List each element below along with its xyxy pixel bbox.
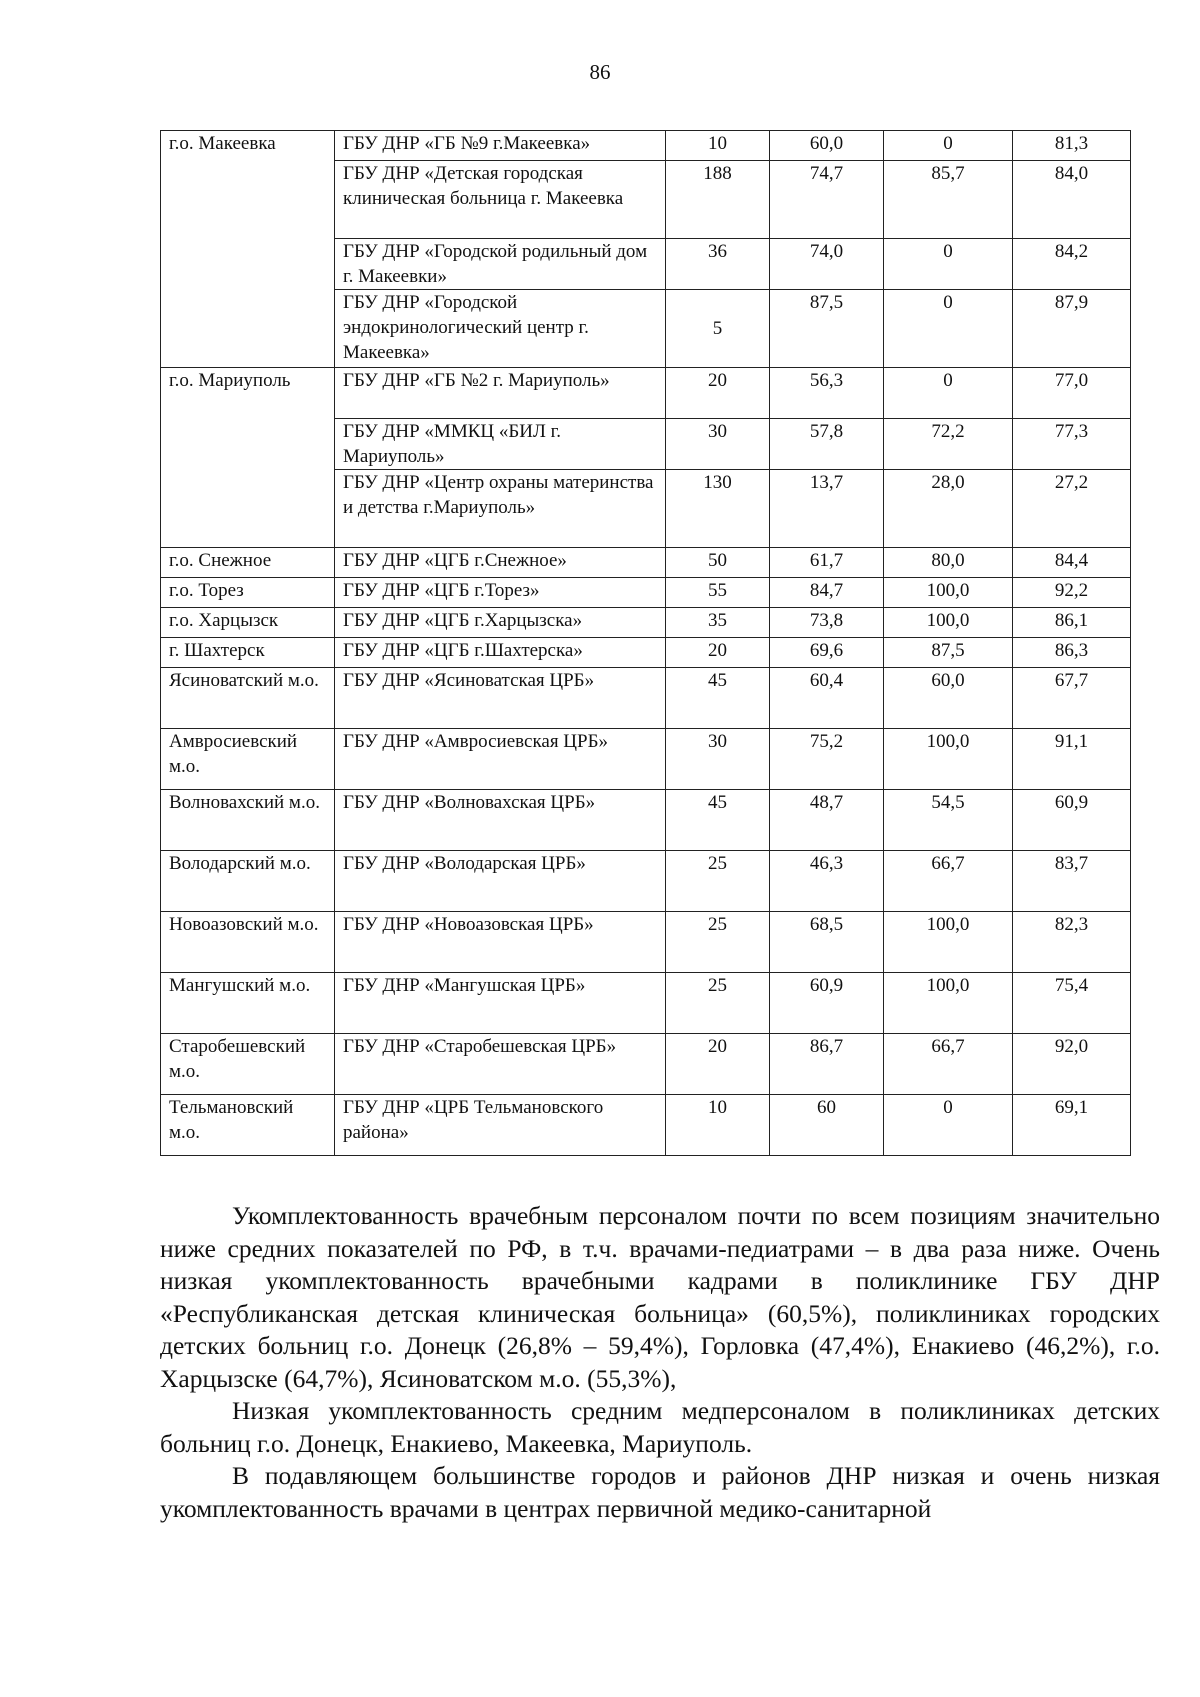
value-cell: 66,7 [884,851,1013,912]
value-cell: 0 [884,368,1013,419]
region-cell: г.о. Харцызск [161,608,335,638]
value-cell: 60,0 [884,668,1013,729]
region-cell: Старобешевский м.о. [161,1034,335,1095]
table-row [161,668,1131,729]
value-cell: 66,7 [884,1034,1013,1095]
value-cell: 60 [770,1095,884,1156]
table-row [161,912,1131,973]
value-cell: 92,2 [1013,578,1131,608]
value-cell: 0 [884,239,1013,290]
region-cell: Новоазовский м.о. [161,912,335,973]
page-number: 86 [589,60,611,84]
value-cell: 86,3 [1013,638,1131,668]
beds-cell: 130 [666,470,770,548]
body-text [160,1200,1160,1525]
beds-cell: 10 [666,131,770,161]
value-cell: 75,4 [1013,973,1131,1034]
organization-cell: ГБУ ДНР «Володарская ЦРБ» [335,851,666,912]
organization-cell: ГБУ ДНР «Городской эндокринологический центр г. Макеевка» [335,290,666,368]
region-cell: г. Шахтерск [161,638,335,668]
value-cell: 100,0 [884,578,1013,608]
value-cell: 27,2 [1013,470,1131,548]
value-cell: 69,6 [770,638,884,668]
value-cell: 91,1 [1013,729,1131,790]
table-row [161,368,1131,419]
value-cell: 69,1 [1013,1095,1131,1156]
organization-cell: ГБУ ДНР «ЦРБ Тельмановского района» [335,1095,666,1156]
organization-cell: ГБУ ДНР «Детская городская клиническая больница г. Макеевка [335,161,666,239]
beds-cell: 20 [666,368,770,419]
table-row [161,548,1131,578]
table-row [161,1034,1131,1095]
value-cell: 92,0 [1013,1034,1131,1095]
value-cell: 68,5 [770,912,884,973]
organization-cell: ГБУ ДНР «ЦГБ г.Харцызска» [335,608,666,638]
value-cell: 87,9 [1013,290,1131,368]
value-cell: 84,7 [770,578,884,608]
beds-cell: 188 [666,161,770,239]
value-cell: 60,9 [1013,790,1131,851]
beds-cell: 55 [666,578,770,608]
value-cell: 48,7 [770,790,884,851]
organization-cell: ГБУ ДНР «Амвросиевская ЦРБ» [335,729,666,790]
organization-cell: ГБУ ДНР «Центр охраны материнства и детства г.Мариуполь» [335,470,666,548]
organization-cell: ГБУ ДНР «Городской родильный дом г. Макеевки» [335,239,666,290]
value-cell: 86,1 [1013,608,1131,638]
value-cell: 61,7 [770,548,884,578]
beds-cell: 25 [666,973,770,1034]
table-row [161,790,1131,851]
beds-cell: 25 [666,912,770,973]
value-cell: 87,5 [770,290,884,368]
paragraph: Низкая укомплектованность средним медперсоналом в поликлиниках детских больниц г.о. Донецк, Енакиево, Макеевка, Мариуполь. [160,1396,1160,1458]
beds-cell: 25 [666,851,770,912]
region-cell: Тельмановский м.о. [161,1095,335,1156]
beds-cell: 5 [666,290,770,368]
organization-cell: ГБУ ДНР «Волновахская ЦРБ» [335,790,666,851]
value-cell: 56,3 [770,368,884,419]
table-row [161,608,1131,638]
value-cell: 13,7 [770,470,884,548]
value-cell: 54,5 [884,790,1013,851]
value-cell: 74,0 [770,239,884,290]
value-cell: 81,3 [1013,131,1131,161]
organization-cell: ГБУ ДНР «ММКЦ «БИЛ г. Мариуполь» [335,419,666,470]
value-cell: 46,3 [770,851,884,912]
value-cell: 67,7 [1013,668,1131,729]
organization-cell: ГБУ ДНР «ГБ №2 г. Мариуполь» [335,368,666,419]
value-cell: 74,7 [770,161,884,239]
value-cell: 73,8 [770,608,884,638]
beds-cell: 20 [666,638,770,668]
staffing-table [160,130,1131,1156]
table-row [161,638,1131,668]
table-row [161,729,1131,790]
value-cell: 84,2 [1013,239,1131,290]
table-row [161,578,1131,608]
table-row [161,1095,1131,1156]
beds-cell: 36 [666,239,770,290]
beds-cell: 35 [666,608,770,638]
beds-cell: 10 [666,1095,770,1156]
value-cell: 0 [884,290,1013,368]
value-cell: 84,4 [1013,548,1131,578]
beds-cell: 50 [666,548,770,578]
value-cell: 83,7 [1013,851,1131,912]
region-cell: Амвросиевский м.о. [161,729,335,790]
value-cell: 60,9 [770,973,884,1034]
organization-cell: ГБУ ДНР «Старобешевская ЦРБ» [335,1034,666,1095]
value-cell: 100,0 [884,608,1013,638]
paragraph: В подавляющем большинстве городов и районов ДНР низкая и очень низкая укомплектованность врачами в центрах первичной медико-санитарной [160,1461,1160,1523]
staffing-table-body [161,131,1131,1156]
value-cell: 0 [884,1095,1013,1156]
value-cell: 84,0 [1013,161,1131,239]
value-cell: 0 [884,131,1013,161]
region-cell: Володарский м.о. [161,851,335,912]
region-cell: г.о. Макеевка [161,131,335,368]
value-cell: 72,2 [884,419,1013,470]
region-cell: г.о. Мариуполь [161,368,335,548]
value-cell: 75,2 [770,729,884,790]
table-row [161,131,1131,161]
value-cell: 100,0 [884,729,1013,790]
organization-cell: ГБУ ДНР «Мангушская ЦРБ» [335,973,666,1034]
value-cell: 77,0 [1013,368,1131,419]
value-cell: 100,0 [884,912,1013,973]
value-cell: 57,8 [770,419,884,470]
organization-cell: ГБУ ДНР «Новоазовская ЦРБ» [335,912,666,973]
table-row [161,851,1131,912]
value-cell: 100,0 [884,973,1013,1034]
organization-cell: ГБУ ДНР «ГБ №9 г.Макеевка» [335,131,666,161]
region-cell: г.о. Снежное [161,548,335,578]
value-cell: 82,3 [1013,912,1131,973]
region-cell: Мангушский м.о. [161,973,335,1034]
beds-cell: 45 [666,668,770,729]
organization-cell: ГБУ ДНР «ЦГБ г.Торез» [335,578,666,608]
region-cell: Волновахский м.о. [161,790,335,851]
value-cell: 60,0 [770,131,884,161]
value-cell: 60,4 [770,668,884,729]
beds-cell: 30 [666,419,770,470]
value-cell: 85,7 [884,161,1013,239]
value-cell: 86,7 [770,1034,884,1095]
paragraph: Укомплектованность врачебным персоналом почти по всем позициям значительно ниже средних показателей по РФ, в т.ч. врачами-педиатрами – в два раза ниже. Очень низкая укомплектованность врачебными кадрами в поликлинике ГБУ ДНР «Республиканская детская клиническая больница» (60,5%), поликлиниках городских детских больниц г.о. Донецк (26,8% – 59,4%), Горловка (47,4%), Енакиево (46,2%), г.о. Харцызске (64,7%), Ясиноватском м.о. (55,3%), [160,1201,1160,1393]
beds-cell: 30 [666,729,770,790]
region-cell: Ясиноватский м.о. [161,668,335,729]
value-cell: 28,0 [884,470,1013,548]
region-cell: г.о. Торез [161,578,335,608]
value-cell: 87,5 [884,638,1013,668]
organization-cell: ГБУ ДНР «ЦГБ г.Шахтерска» [335,638,666,668]
organization-cell: ГБУ ДНР «Ясиноватская ЦРБ» [335,668,666,729]
organization-cell: ГБУ ДНР «ЦГБ г.Снежное» [335,548,666,578]
value-cell: 77,3 [1013,419,1131,470]
beds-cell: 45 [666,790,770,851]
value-cell: 80,0 [884,548,1013,578]
table-row [161,973,1131,1034]
beds-cell: 20 [666,1034,770,1095]
